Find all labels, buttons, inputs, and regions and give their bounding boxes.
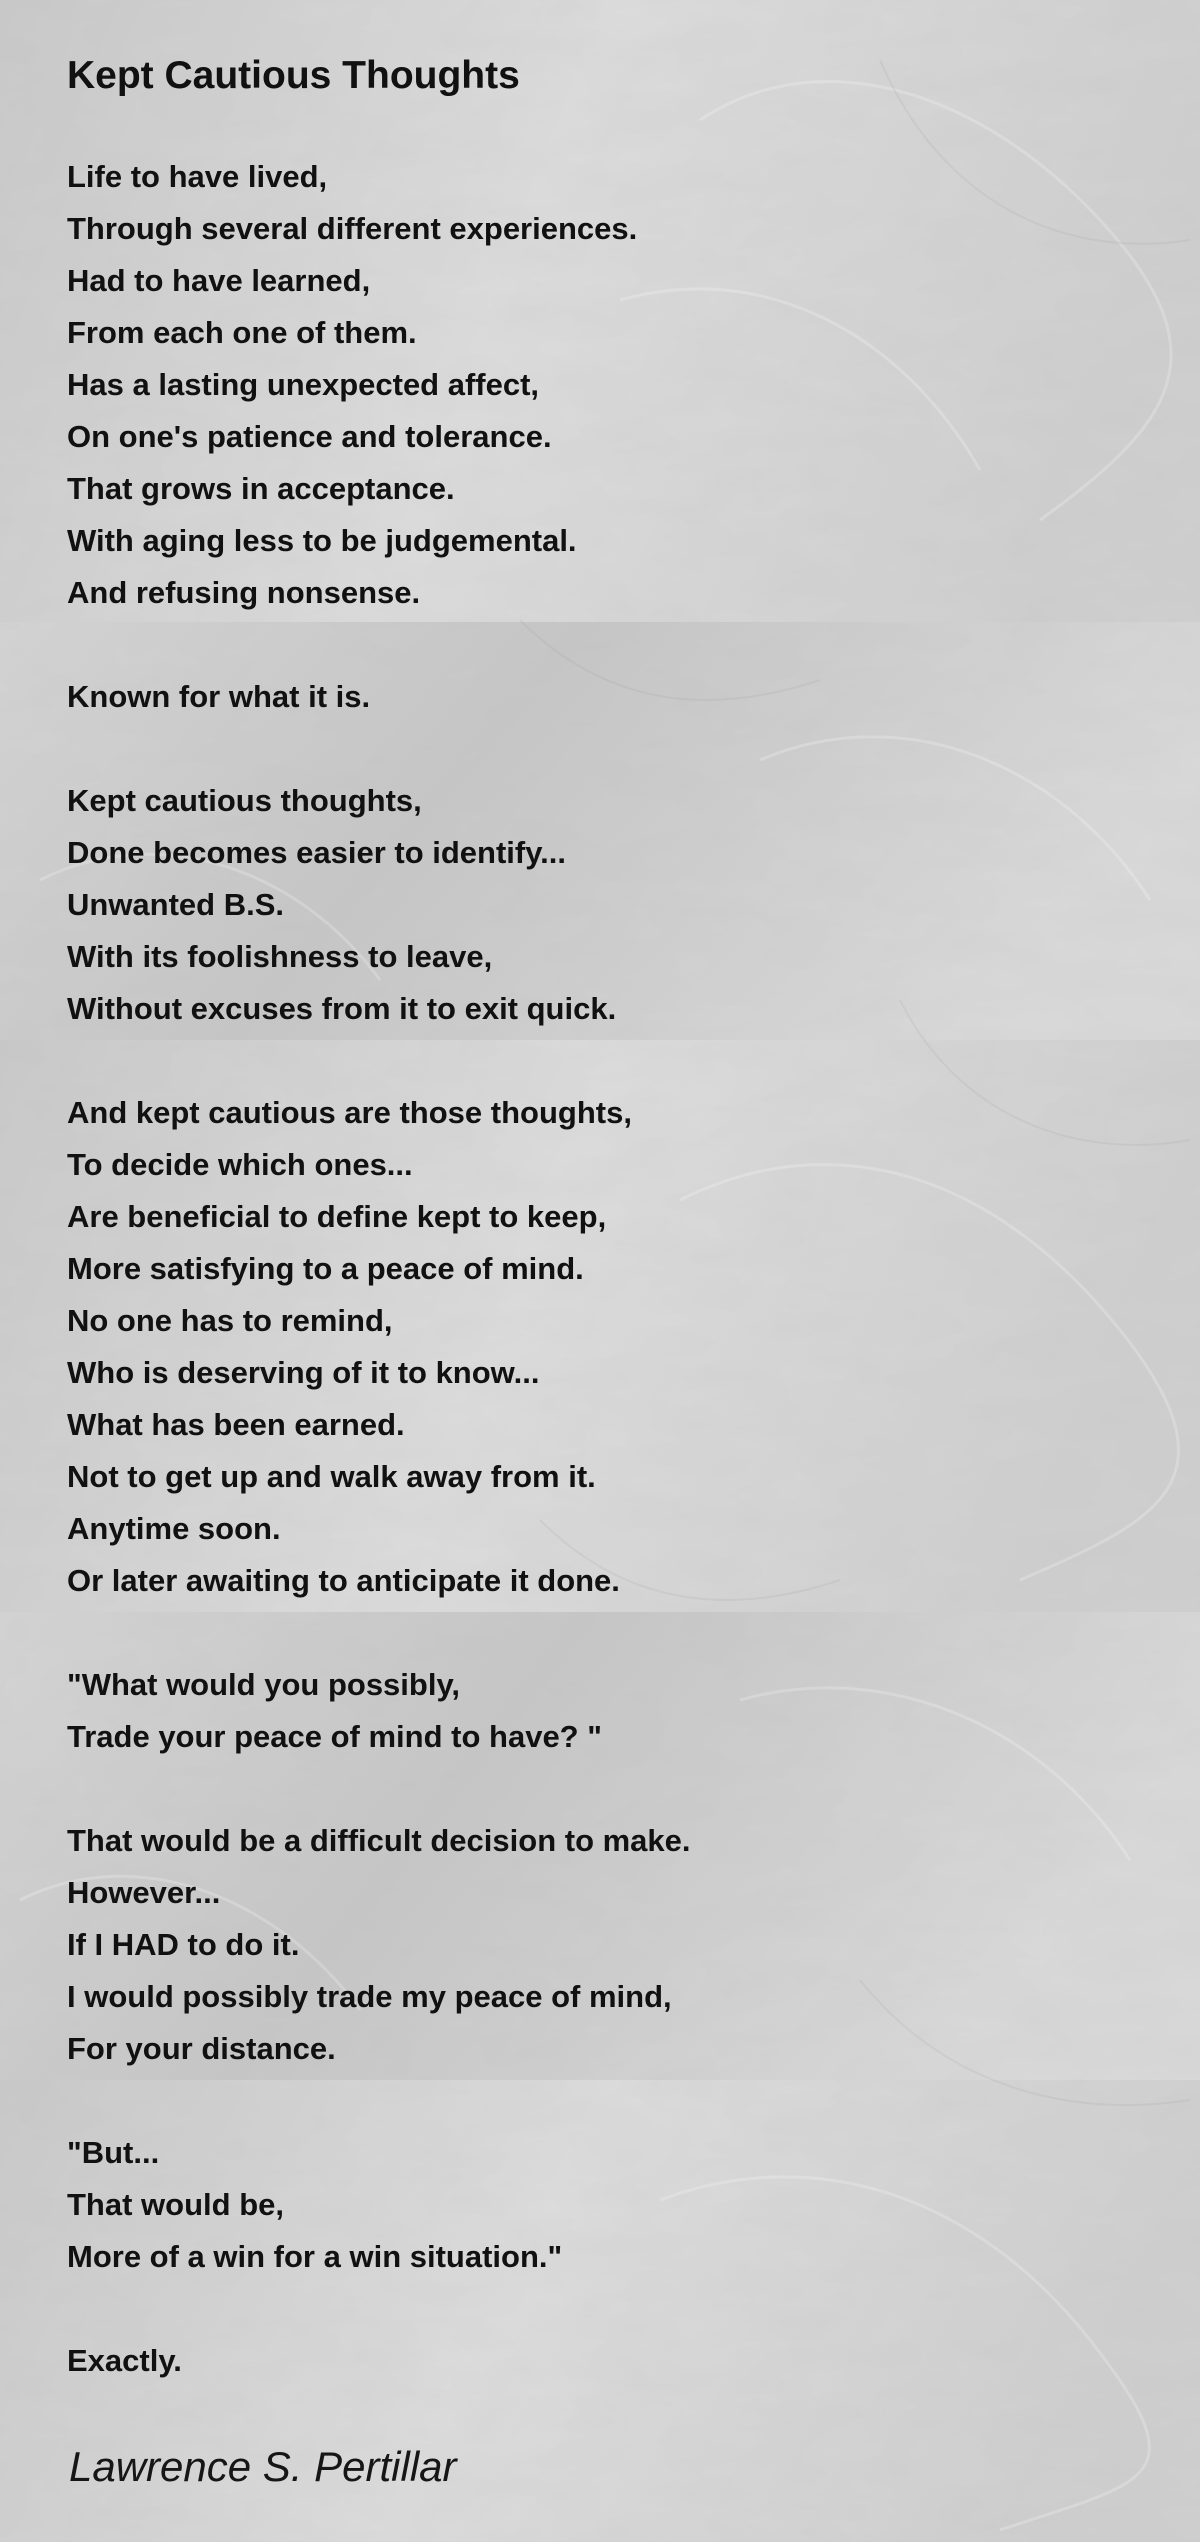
poem-line: "But... [67,2135,160,2170]
poem-line: More of a win for a win situation." [67,2239,563,2274]
poem-line: I would possibly trade my peace of mind, [67,1979,672,2014]
poem-body [67,151,691,2387]
stanza-break [67,723,691,775]
poem-line: That would be a difficult decision to make. [67,1823,691,1858]
poem-line: Without excuses from it to exit quick. [67,991,617,1026]
poem-line: "What would you possibly, [67,1667,461,1702]
stanza-break [67,1035,691,1087]
poem-line: On one's patience and tolerance. [67,419,552,454]
poem-line: With its foolishness to leave, [67,939,493,974]
author-signature: Lawrence S. Pertillar [69,2443,457,2490]
poem-line: Not to get up and walk away from it. [67,1459,596,1494]
poem-title: Kept Cautious Thoughts [67,54,520,97]
poem-line: Who is deserving of it to know... [67,1355,540,1390]
poem-line: Had to have learned, [67,263,371,298]
poem-line: Life to have lived, [67,159,328,194]
poem-line: However... [67,1875,221,1910]
poem-line: And kept cautious are those thoughts, [67,1095,632,1130]
poem-line: Done becomes easier to identify... [67,835,567,870]
poem-line: Or later awaiting to anticipate it done. [67,1563,620,1598]
poem-line: No one has to remind, [67,1303,393,1338]
poem-line: That would be, [67,2187,284,2222]
poem-line: With aging less to be judgemental. [67,523,577,558]
poem-line: Kept cautious thoughts, [67,783,422,818]
poem-line: If I HAD to do it. [67,1927,300,1962]
poem-line: Trade your peace of mind to have? " [67,1719,602,1754]
poem-line: Are beneficial to define kept to keep, [67,1199,607,1234]
poem-line: Through several different experiences. [67,211,638,246]
poem-line: Anytime soon. [67,1511,281,1546]
poem-line: Exactly. [67,2343,182,2378]
stanza-break [67,619,691,671]
stanza-break [67,1607,691,1659]
poem-line: From each one of them. [67,315,417,350]
poem-line: What has been earned. [67,1407,405,1442]
poem-line: And refusing nonsense. [67,575,421,610]
poem-line: For your distance. [67,2031,336,2066]
stanza-break [67,1763,691,1815]
poem-line: More satisfying to a peace of mind. [67,1251,584,1286]
poem-line: To decide which ones... [67,1147,413,1182]
poem-line: Has a lasting unexpected affect, [67,367,540,402]
stanza-break [67,2075,691,2127]
poem-line: Unwanted B.S. [67,887,285,922]
poem-line: Known for what it is. [67,679,371,714]
poem-line: That grows in acceptance. [67,471,455,506]
stanza-break [67,2283,691,2335]
